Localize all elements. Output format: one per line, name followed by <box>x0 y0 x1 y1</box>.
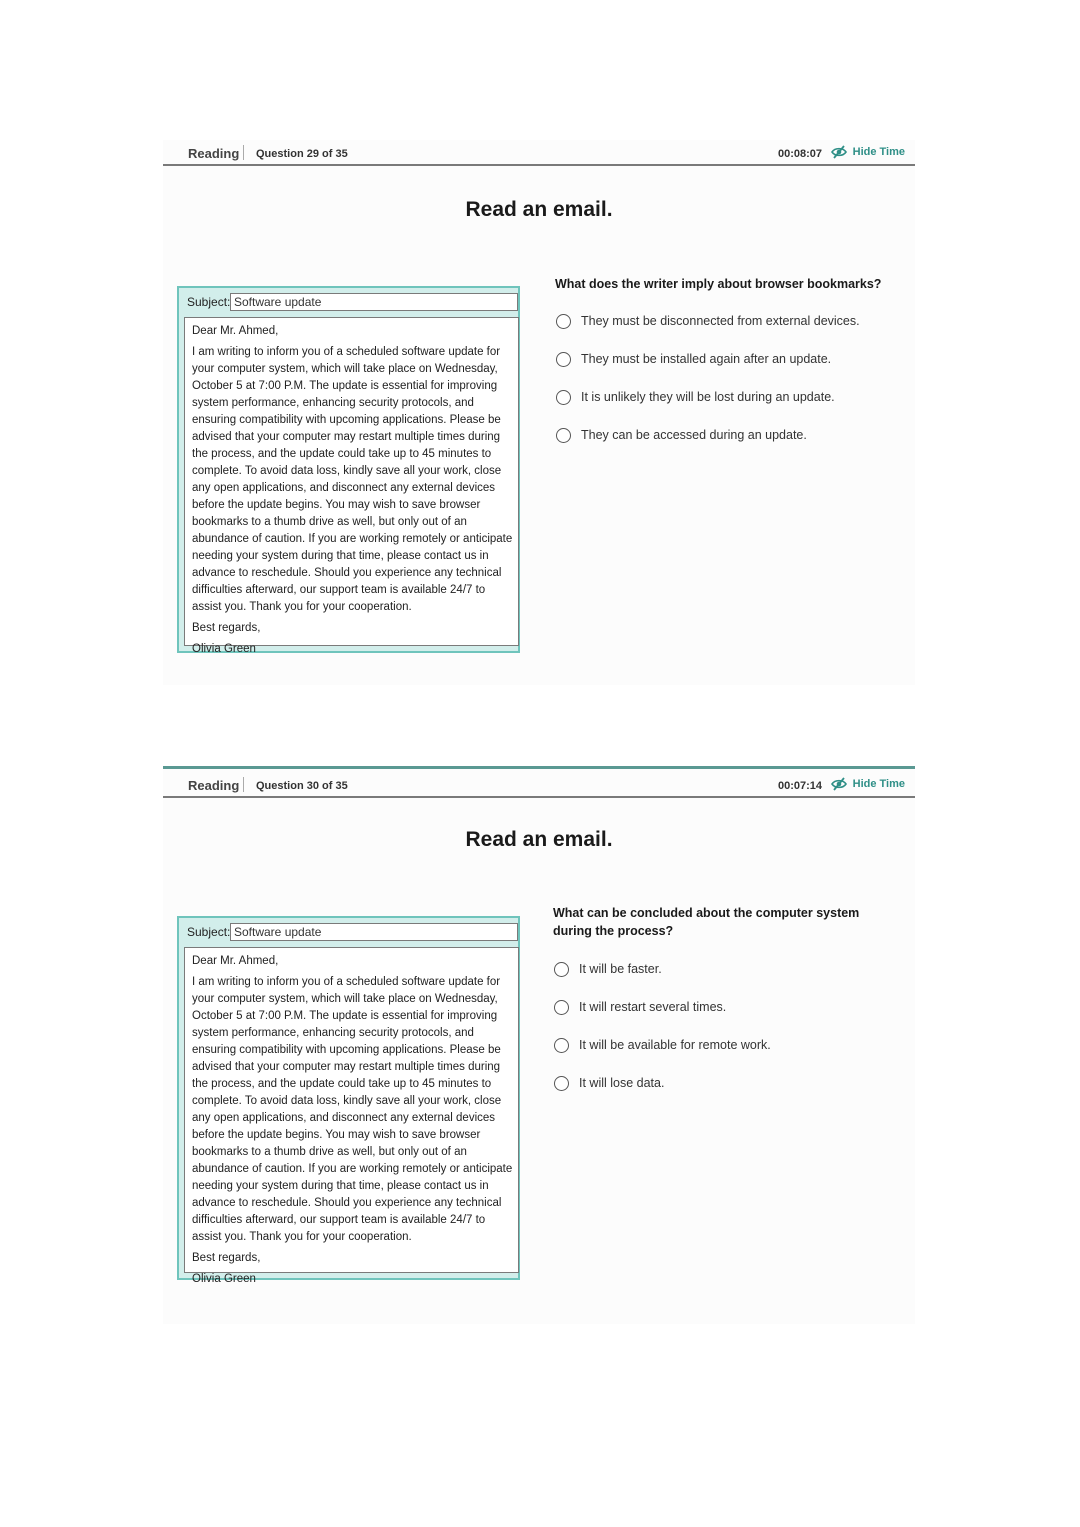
email-closing: Best regards, <box>192 622 261 634</box>
radio-button[interactable] <box>554 1038 569 1053</box>
option-label: They must be installed again after an update. <box>581 352 832 366</box>
question-panel-29 <box>163 140 915 685</box>
hide-time-label: Hide Time <box>852 778 905 790</box>
email-greeting: Dear Mr. Ahmed, <box>192 955 279 967</box>
email-body <box>184 317 519 655</box>
hide-time-button[interactable] <box>831 145 905 159</box>
eye-slash-icon <box>831 145 847 159</box>
email-greeting: Dear Mr. Ahmed, <box>192 325 279 337</box>
subject-field: Software update <box>230 923 518 941</box>
email-paragraph: I am writing to inform you of a scheduled software update for your computer system, which will take place on Wednesday, October 5 at 7:00 P.M. The update is essential for improving system performance, enhancing security protocols, and ensuring compatibility with upcoming applications. Please be advised that your computer may restart multiple times during the process, and the update could take up to 45 minutes to complete. To avoid data loss, kindly save all your work, close any open applications, and disconnect any external devices before the update begins. You may wish to save browser bookmarks to a thumb drive as well, but only out of an abundance of caution. If you are working remotely or anticipate needing your system during that time, please contact us in advance to reschedule. Should you experience any technical difficulties afterward, our support team is available 24/7 to assist you. Thank you for your cooperation. <box>192 976 513 1243</box>
radio-button[interactable] <box>556 314 571 329</box>
radio-button[interactable] <box>556 352 571 367</box>
email-signature: Olivia Green <box>192 643 256 655</box>
option-label: It will lose data. <box>579 1076 665 1090</box>
radio-button[interactable] <box>554 962 569 977</box>
radio-button[interactable] <box>556 390 571 405</box>
answer-options <box>556 311 860 463</box>
timer: 00:07:14 <box>777 780 822 792</box>
header-divider <box>243 145 244 160</box>
header-divider <box>243 777 244 792</box>
timer: 00:08:07 <box>777 148 822 160</box>
option-label: It will be available for remote work. <box>579 1038 771 1052</box>
section-name: Reading <box>188 778 240 793</box>
answer-option[interactable] <box>554 1035 771 1055</box>
test-header <box>163 772 915 798</box>
eye-slash-icon <box>831 777 847 791</box>
email-paragraph: I am writing to inform you of a scheduled software update for your computer system, which will take place on Wednesday, October 5 at 7:00 P.M. The update is essential for improving system performance, enhancing security protocols, and ensuring compatibility with upcoming applications. Please be advised that your computer may restart multiple times during the process, and the update could take up to 45 minutes to complete. To avoid data loss, kindly save all your work, close any open applications, and disconnect any external devices before the update begins. You may wish to save browser bookmarks to a thumb drive as well, but only out of an abundance of caution. If you are working remotely or anticipate needing your system during that time, please contact us in advance to reschedule. Should you experience any technical difficulties afterward, our support team is available 24/7 to assist you. Thank you for your cooperation. <box>192 346 513 613</box>
option-label: They can be accessed during an update. <box>581 428 807 442</box>
answer-option[interactable] <box>554 997 771 1017</box>
subject-label: Subject: <box>187 295 231 309</box>
task-title: Read an email. <box>465 198 613 221</box>
radio-button[interactable] <box>554 1076 569 1091</box>
option-label: It is unlikely they will be lost during an update. <box>581 390 835 404</box>
question-prompt: What does the writer imply about browser bookmarks? <box>555 277 882 291</box>
option-label: It will be faster. <box>579 962 662 976</box>
answer-options <box>554 959 771 1111</box>
email-card <box>177 286 520 653</box>
question-progress: Question 30 of 35 <box>256 780 348 792</box>
hide-time-button[interactable] <box>831 777 905 791</box>
section-name: Reading <box>188 146 240 161</box>
answer-option[interactable] <box>556 311 860 331</box>
task-title: Read an email. <box>465 828 613 851</box>
email-closing: Best regards, <box>192 1252 261 1264</box>
answer-option[interactable] <box>554 1073 771 1093</box>
answer-option[interactable] <box>556 387 860 407</box>
radio-button[interactable] <box>554 1000 569 1015</box>
radio-button[interactable] <box>556 428 571 443</box>
option-label: It will restart several times. <box>579 1000 727 1014</box>
email-signature: Olivia Green <box>192 1273 256 1285</box>
email-card <box>177 916 520 1285</box>
question-prompt: What can be concluded about the computer system during the process? <box>553 906 860 938</box>
option-label: They must be disconnected from external devices. <box>581 314 860 328</box>
email-body <box>184 947 519 1285</box>
answer-option[interactable] <box>554 959 771 979</box>
hide-time-label: Hide Time <box>852 146 905 158</box>
question-panel-30 <box>163 766 915 1324</box>
answer-option[interactable] <box>556 349 860 369</box>
question-progress: Question 29 of 35 <box>256 148 348 160</box>
test-header <box>163 140 915 166</box>
subject-field: Software update <box>230 293 518 311</box>
answer-option[interactable] <box>556 425 860 445</box>
subject-label: Subject: <box>187 925 231 939</box>
